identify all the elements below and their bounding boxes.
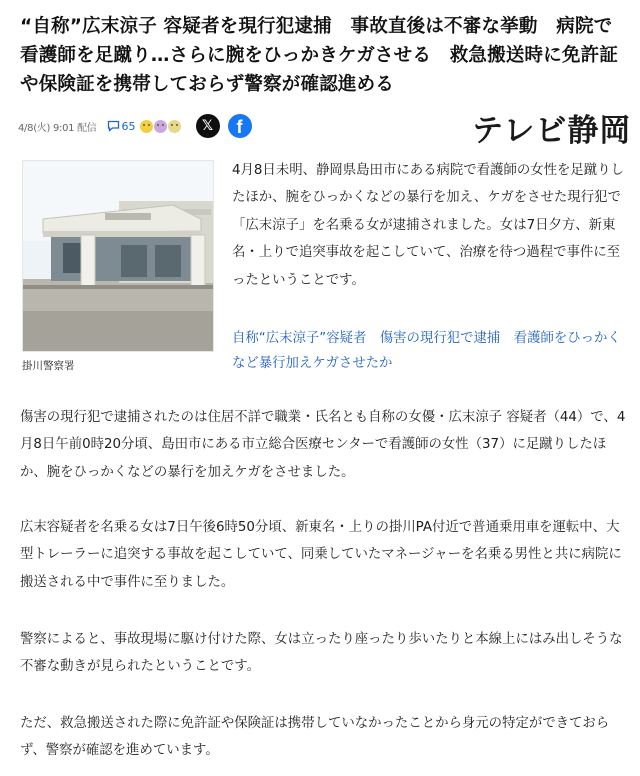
publish-date: 4/8(火) 9:01 配信 — [18, 122, 97, 134]
article-photo-block — [22, 160, 218, 373]
article-photo[interactable] — [22, 160, 214, 352]
lead-paragraph: 4月8日未明、静岡県島田市にある病院で看護師の女性を足蹴りしたほか、腕をひっかくなどの暴行を加え、ケガをさせた現行犯で「広末涼子」を名乗る女が逮捕されました。女は7日夕方、新東名・上りで追突事故を起こしていて、治療を待つ過程で事件に至ったということです。 — [232, 163, 624, 288]
media-logo: テレビ静岡 — [472, 112, 632, 149]
comment-count: 65 — [121, 119, 136, 133]
reaction-faces[interactable] — [140, 120, 182, 133]
share-facebook-button[interactable] — [228, 114, 252, 138]
related-article-link[interactable]: 自称“広末涼子”容疑者 傷害の現行犯で逮捕 看護師をひっかくなど暴行加えケガさせたか — [232, 331, 621, 371]
share-x-button[interactable] — [196, 114, 220, 138]
x-logo-icon: 𝕏 — [201, 118, 214, 134]
photo-caption: 掛川警察署 — [22, 360, 75, 372]
reaction-face-icon — [140, 120, 153, 133]
reaction-face-icon — [154, 120, 167, 133]
speech-bubble-icon — [107, 120, 120, 132]
article-meta — [18, 114, 252, 138]
body-paragraph: 広末容疑者を名乗る女は7日午後6時50分頃、新東名・上りの掛川PA付近で普通乗用車を運転中、大型トレーラーに追突する事故を起こしていて、同乗していたマネージャーを名乗る男性と共に病院に搬送される中で事件に至りました。 — [20, 520, 622, 590]
body-paragraph: 傷害の現行犯で逮捕されたのは住居不詳で職業・氏名とも自称の女優・広末涼子 容疑者（44）で、4月8日午前0時20分頃、島田市にある市立総合医療センターで看護師の女性（37）に足蹴りしたほか、腕をひっかくなどの暴行を加えケガをさせました。 — [20, 410, 626, 480]
reaction-face-icon — [168, 120, 181, 133]
comment-link[interactable] — [107, 120, 136, 133]
facebook-logo-icon: f — [236, 117, 243, 137]
body-paragraph: 警察によると、事故現場に駆け付けた際、女は立ったり座ったり歩いたりと本線上にはみ出しそうな不審な動きが見られたということです。 — [20, 632, 623, 675]
police-station-image — [23, 161, 214, 352]
body-paragraph: ただ、救急搬送された際に免許証や保険証は携帯していなかったことから身元の特定ができておらず、警察が確認を進めています。 — [20, 716, 610, 759]
article-headline: “自称”広末涼子 容疑者を現行犯逮捕 事故直後は不審な挙動 病院で看護師を足蹴り…さらに腕をひっかきケガさせる 救急搬送時に免許証や保険証を携帯しておらず警察が確認進める — [20, 16, 619, 95]
